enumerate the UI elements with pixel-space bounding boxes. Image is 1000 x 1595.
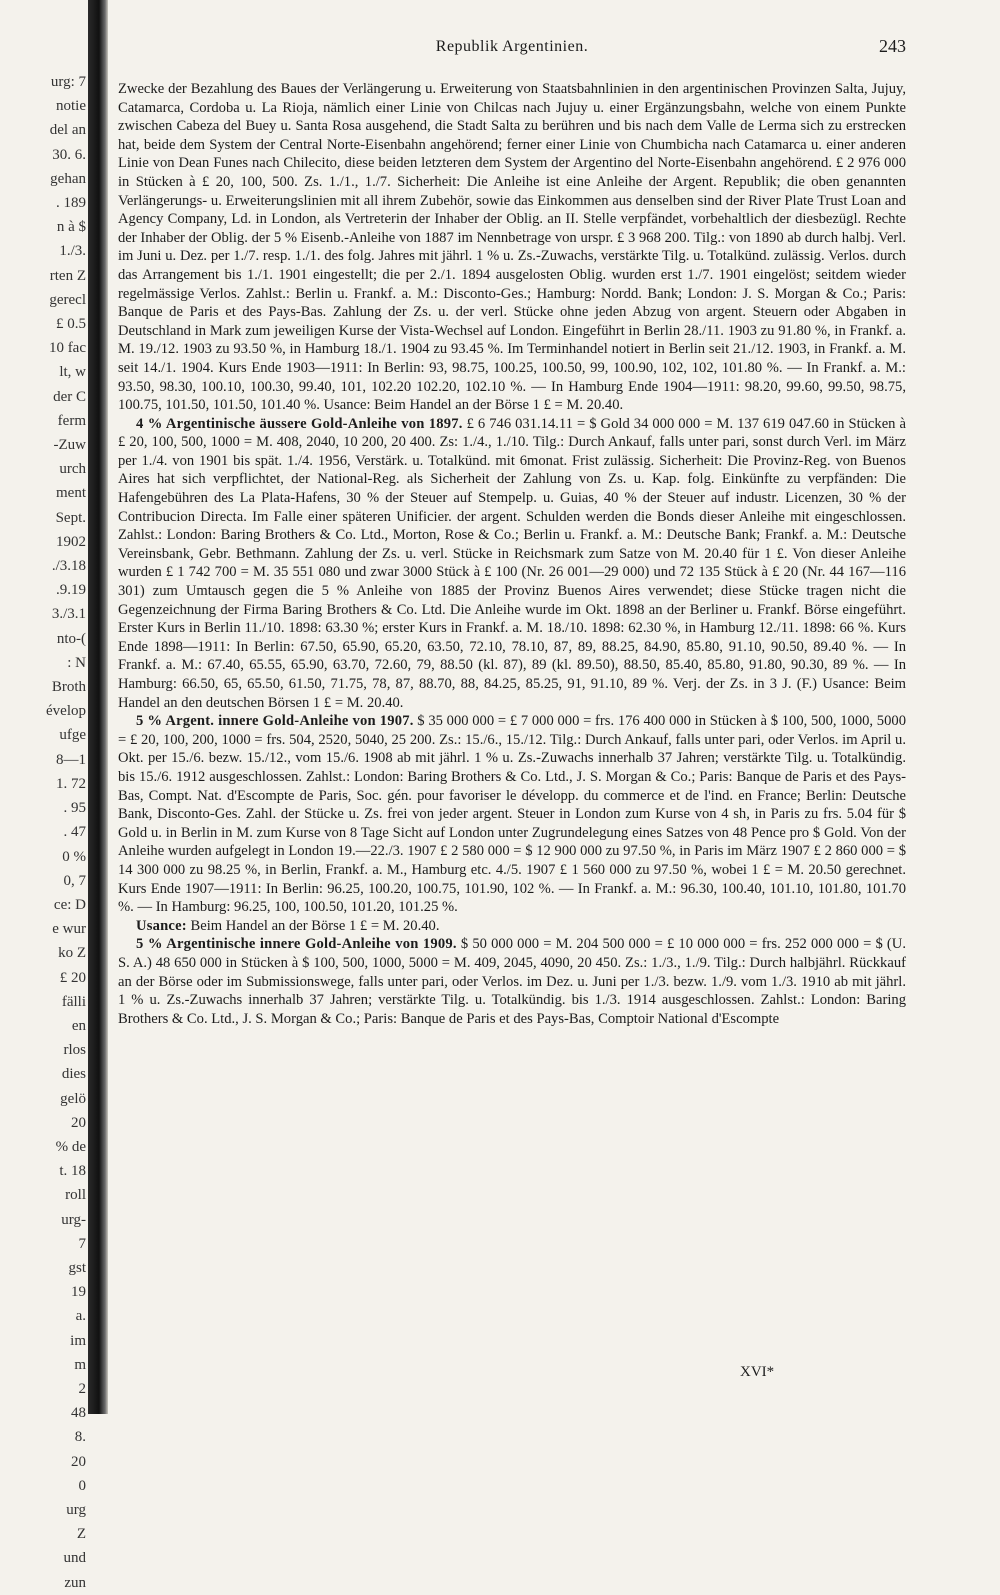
paragraph-heading: 4 % Argentinische äussere Gold-Anleihe von 1897. [136,415,463,432]
fragment-line: ce: D [53,896,86,913]
fragment-line: gelö [60,1090,86,1107]
fragment-line: 1902 [56,533,86,550]
paragraph-heading: 5 % Argent. innere Gold-Anleihe von 1907. [136,713,414,730]
fragment-line: 1. 72 [56,775,86,792]
fragment-line: 2 [78,1380,86,1397]
fragment-line: Broth [51,679,86,696]
fragment-line: . 189 [56,195,86,212]
fragment-line: gehan [50,170,86,187]
fragment-line: urg [66,1501,86,1518]
fragment-line: t. 18 [59,1163,86,1180]
fragment-line: 20 [71,1114,86,1131]
page-header [118,34,906,64]
fragment-line: £ 0.5 [56,316,86,333]
fragment-line: 30. 6. [52,146,86,163]
page-number: 243 [879,36,906,56]
fragment-line: der C [53,388,86,405]
fragment-line: a. [75,1308,86,1325]
fragment-line: gerecl [49,291,86,308]
fragment-line: dies [61,1066,86,1083]
fragment-line: £ 20 [59,969,86,986]
fragment-line: 7 [78,1235,86,1252]
fragment-line: .9.19 [56,582,86,599]
sheet-signature: XVI* [740,1364,775,1380]
fragment-line: Sept. [55,509,86,526]
paragraph-usance [118,917,906,936]
fragment-line: fälli [61,993,86,1010]
paragraph-text: £ 6 746 031.14.11 = $ Gold 34 000 000 = M. 137 619 047.60 in Stücken à £ 20, 100, 500, 1000 = M. 408, 2040, 10 200, 20 400. Zs: 1./4., 1./10. Tilg.: Durch Ankauf, falls unter pari, sonst durch Verl. im März per 1./4. von 1901 bis spät. 1./4. 1956, Verstärk. u. Totalkünd. mit 6monat. Frist zulässig. Sicherheit: Die Provinz-Reg. von Buenos Aires hat sich verpflichtet, der National-Reg. als Sicherheit der Zahlung von Zs. u. Kap. folg. Einkünfte zu verpfänden: Die Hafengebühren des La Plata-Hafens, 30 % der Steuer auf Stempelp. u. Guias, 40 % der Steuer auf industr. Licenzen, 30 % der Contribucion Directa. Im Falle einer späteren Unificier. der argent. Schulden werden die Bonds dieser Anleihe mit eingeschlossen. Zahlst.: London: Baring Brothers & Co. Ltd., Morton, Rose & Co.; Berlin u. Frankf. a. M.: Deutsche Bank; Frankf. a. M.: Deutsche Vereinsbank, Gebr. Bethmann. Zahlung der Zs. u. verl. Stücke in Reichsmark zum Satze von M. 20.40 für 1 £. Von dieser Anleihe wurden £ 1 742 700 = M. 35 551 080 und zwar 3000 Stück à £ 100 (Nr. 26 001—29 000) und 72 135 Stück à £ 20 (Nr. 44 167—116 301) zum Umtausch gegen die 5 % Anleihe von 1885 der Provinz Buenos Aires verwendet; diese Stücke tragen nicht die Gegenzeichnung der Firma Baring Brothers & Co. Ltd. Die Anleihe wurde im Okt. 1898 an der Berliner u. Frankf. Börse eingeführt. Erster Kurs in Berlin 11./10. 1898: 63.30 %; erster Kurs in Frankf. a. M. 18./10. 1898: 62.30 %, in Hamburg 12./11. 1898: 66 %. Kurs Ende 1898—1911: In Berlin: 67.50, 65.90, 65.20, 63.50, 72.10, 78.10, 87, 89, 88.25, 84.90, 85.80, 91.10, 90.50, 89.40 %. — In Frankf. a. M.: 67.40, 65.55, 65.90, 63.70, 72.60, 79, 88.50 (kl. 87), 89 (kl. 89.50), 88.50, 85.40, 85.80, 91.80, 90.30, 89 %. — In Hamburg: 66.50, 65, 65.50, 61.50, 71.75, 78, 87, 88.70, 88, 84.25, 85.25, 91, 91.10, 89 %. Verj. der Zs. in 3 J. (F.) Usance: Beim Handel an den deutschen Börsen 1 £ = M. 20.40. [118,415,906,711]
fragment-line: ko Z [58,945,86,962]
paragraph-heading: Usance: [136,917,187,934]
paragraph-1897-gold-loan [118,415,906,713]
fragment-line: 0, 7 [63,872,86,889]
fragment-line: 3./3.1 [51,606,86,623]
fragment-line: urch [59,461,86,478]
fragment-line: rlos [63,1042,86,1059]
fragment-line: notie [56,98,86,115]
fragment-line: Z [76,1526,86,1543]
fragment-line: 0 [78,1477,86,1494]
fragment-line: gst [68,1259,86,1276]
fragment-line: lt, w [59,364,86,381]
fragment-line: roll [65,1187,86,1204]
paragraph-heading: 5 % Argentinische innere Gold-Anleihe von 1909. [136,936,457,953]
running-title: Republik Argentinien. [435,38,589,55]
fragment-line: 1./3. [59,243,86,260]
fragment-line: 8—1 [56,751,86,768]
fragment-line: 19 [71,1284,86,1301]
fragment-line: ment [56,485,86,502]
paragraph-1897-railway-loan [118,80,906,415]
fragment-line: e wur [52,921,86,938]
fragment-line: ferm [57,412,86,429]
fragment-line: del an [49,122,86,139]
fragment-line: % de [55,1138,86,1155]
fragment-line: urg- [61,1211,86,1228]
fragment-line: . 47 [63,824,86,841]
fragment-line: . 95 [63,800,86,817]
facing-page-fragment [0,70,90,1591]
paragraph-text: Beim Handel an der Börse 1 £ = M. 20.40. [186,917,440,934]
fragment-line: 8. [74,1429,86,1446]
fragment-line: 10 fac [48,340,86,357]
paragraph-text: $ 35 000 000 = £ 7 000 000 = frs. 176 400 000 in Stücken à $ 100, 500, 1000, 5000 = £ 20, 100, 200, 1000 = frs. 504, 2520, 5040, 25 200. Zs.: 15./6., 15./12. Tilg.: Durch Ankauf, falls unter pari, oder Verlos. im April u. Okt. per 15./6. bezw. 15./12., vom 15./6. 1908 ab mit jährl. 1 % u. Zs.-Zuwachs innerhalb 37 Jahren; verstärkte Tilg. u. Totalkündig. bis 15./6. 1912 ausgeschlossen. Zahlst.: London: Baring Brothers & Co. Ltd., J. S. Morgan & Co.; Paris: Banque de Paris et des Pays-Bas, Compt. Nat. d'Escompte de Paris, Soc. gén. pour favoriser le développ. du commerce et de l'ind. en France; Berlin: Deutsche Bank, Disconto-Ges. Zahl. der Stücke u. Zs. frei von jeder argent. Steuer in London zum Kurse von 4 sh, in Paris zu frs. 5.04 für $ Gold u. in Berlin in M. zum Kurse von 8 Tage Sicht auf London unter Zugrundelegung eines Satzes von 48 Pence pro $ Gold. Von der Anleihe wurden aufgelegt in London 19.—22./3. 1907 £ 2 580 000 = $ 12 900 000 zu 97.50 %, in Paris im März 1907 £ 2 860 000 = $ 14 300 000 zu 98.25 %, in Berlin, Frankf. a. M., Hamburg etc. 4./5. 1907 £ 1 560 000 zu 97.50 %, wobei 1 £ = M. 20.50 gerechnet. Kurs Ende 1907—1911: In Berlin: 96.25, 100.20, 100.75, 101.90, 102 %. — In Frankf. a. M.: 96.30, 100.40, 101.10, 101.80, 101.70 %. — In Hamburg: 96.25, 100, 100.50, 101.20, 101.25 %. [118,713,906,916]
fragment-line: -Zuw [53,437,86,454]
fragment-line: ufge [59,727,86,744]
paragraph-text: Zwecke der Bezahlung des Baues der Verlängerung u. Erweiterung von Staatsbahnlinien in den argentinischen Provinzen Salta, Jujuy, Catamarca, Cordoba u. La Rioja, nämlich einer Linie von Chilcas nach Jujuy u. einer Ergänzungsbahn, welche von einem Punkte zwischen Cabeza del Buey u. Santa Rosa ausgehend, die Stadt Salta zu berühren und bis nach dem Valle de Lerma sich zu erstrecken hat, beide dem System der Central Norte-Eisenbahn angehörend; ferner einer Linie von Chumbicha nach Catamarca u. einer anderen Linie von Dean Funes nach Chilecito, diese beiden letzteren dem System der Argentino del Norte-Eisenbahn angehörend. £ 2 976 000 in Stücken à £ 20, 100, 500. Zs. 1./1., 1./7. Sicherheit: Die Anleihe ist eine Anleihe der Argent. Republik; die oben genannten Verlängerungs- u. Erweiterungslinien mit all ihrem Zubehör, sowie das Einkommen aus denselben sind der River Plate Trust Loan and Agency Company, Ld. in London, als Vertreterin der Inhaber der Oblig. an II. Stelle verpfändet, vorbehaltlich der diesbezügl. Rechte der Inhaber der Oblig. der 5 % Eisenb.-Anleihe von 1887 im Nennbetrage von urspr. £ 3 968 200. Tilg.: von 1890 ab durch halbj. Verl. im Juni u. Dez. per 1./7. resp. 1./1. des folg. Jahres mit jährl. 1 % u. Zs.-Zuwachs, verstärkte Tilg. u. Totalkünd. zulässig. Verlos. durch das Arrangement bis 1./1. 1901 eingestellt; die per 2./1. 1894 ausgelosten Oblig. wurden erst 1./7. 1901 eingelöst; seitdem wieder regelmässige Verlos. Zahlst.: Berlin u. Frankf. a. M.: Disconto-Ges.; Hamburg: Nordd. Bank; London: J. S. Morgan & Co.; Paris: Banque de Paris et des Pays-Bas. Zahlung der Zs. u. der verl. Stücke ohne jeden Abzug von argent. Steuern oder Abgaben in Deutschland in Mark zum jeweiligen Kurse der Vista-Wechsel auf London. Eingeführt in Berlin 28./11. 1903 zu 91.80 %, in Frankf. a. M. 19./12. 1903 zu 93.50 %, in Hamburg 18./1. 1904 zu 93.45 %. Im Terminhandel notiert in Berlin seit 21./12. 1903, in Frankf. a. M. seit 14./1. 1904. Kurs Ende 1903—1911: In Berlin: 93, 98.75, 100.25, 100.50, 99, 100.90, 102, 102, 101.80 %. — In Frankf. a. M.: 93.50, 98.30, 100.10, 100.30, 99.40, 101, 102.20 102.20, 102.10 %. — In Hamburg Ende 1904—1911: 98.20, 99.60, 99.50, 98.75, 100.75, 101.50, 101.50, 101.40 %. Usance: Beim Handel an der Börse 1 £ = M. 20.40. [118,81,906,414]
main-text [118,80,906,1355]
fragment-line: ./3.18 [51,558,86,575]
paragraph-1909-gold-loan [118,935,906,1028]
fragment-line: urg: 7 [50,74,86,90]
fragment-line: im [70,1332,86,1349]
paragraph-1907-gold-loan [118,712,906,917]
fragment-line: en [71,1017,86,1034]
paragraph-text: $ 50 000 000 = M. 204 500 000 = £ 10 000 000 = frs. 252 000 000 = $ (U. S. A.) 48 650 000 in Stücken à $ 100, 500, 1000, 5000 = M. 409, 2045, 4090, 20 450. Zs.: 1./3., 1./9. Tilg.: Durch halbjährl. Rückkauf an der Börse oder im Submissionswege, falls unter pari, oder Verlos. im Dez. u. Juni per 1./3. bezw. 1./9. vom 1./3. 1910 ab mit jährl. 1 % u. Zs.-Zuwachs innerhalb 37 Jahren; verstärkte Tilg. u. Totalkündig. bis 1./3. 1914 ausgeschlossen. Zahlst.: London: Baring Brothers & Co. Ltd., J. S. Morgan & Co.; Paris: Banque de Paris et des Pays-Bas, Comptoir National d'Escompte [118,936,906,1027]
fragment-line: 0 % [62,848,86,865]
fragment-line: und [63,1550,86,1567]
fragment-line: 20 [71,1453,86,1470]
fragment-line: zun [64,1574,86,1591]
fragment-line: : N [67,654,86,671]
fragment-line: m [74,1356,86,1373]
fragment-line: nto-( [56,630,86,647]
fragment-line: rten Z [49,267,86,284]
book-gutter [88,0,108,1414]
fragment-line: n à $ [56,219,86,236]
fragment-line: 48 [71,1405,86,1422]
fragment-line: évelop [46,703,86,720]
